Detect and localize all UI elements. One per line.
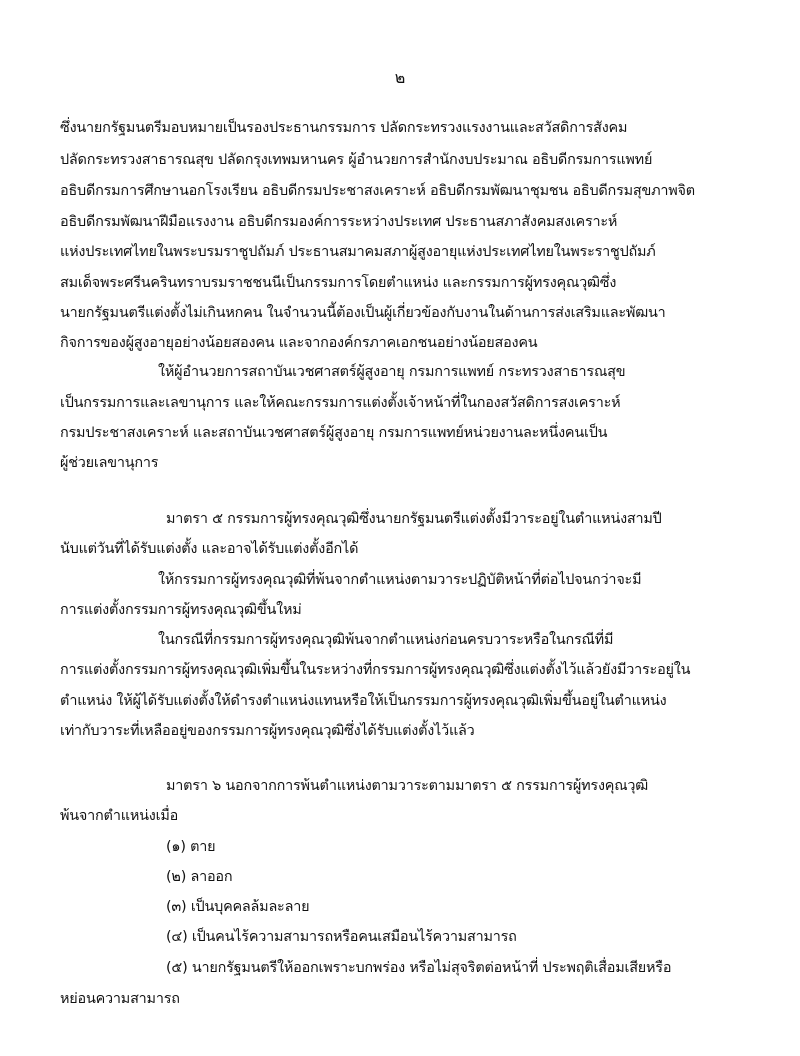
list-item: (๒) ลาออก [166,869,233,885]
list-item: (๓) เป็นบุคคลล้มละลาย [166,899,310,915]
text-line: ในกรณีที่กรรมการผู้ทรงคุณวุฒิพ้นจากตำแหน่งก่อนครบวาระหรือในกรณีที่มี [158,632,614,648]
text-line: สมเด็จพระศรีนครินทราบรมราชชนนีเป็นกรรมการโดยตำแหน่ง และกรรมการผู้ทรงคุณวุฒิซึ่ง [60,275,617,291]
list-item: (๔) เป็นคนไร้ความสามารถหรือคนเสมือนไร้ความสามารถ [166,929,517,945]
page-number: ๒ [394,68,406,87]
text-line: ผู้ช่วยเลขานุการ [60,455,159,471]
section-6-heading-line: มาตรา ๖ นอกจากการพ้นตำแหน่งตามวาระตามมาตรา ๕ กรรมการผู้ทรงคุณวุฒิ [166,778,649,794]
text-line: เป็นกรรมการและเลขานุการ และให้คณะกรรมการแต่งตั้งเจ้าหน้าที่ในกองสวัสดิการสงเคราะห์ [60,395,621,411]
text-line: ให้ผู้อำนวยการสถาบันเวชศาสตร์ผู้สูงอายุ กรมการแพทย์ กระทรวงสาธารณสุข [158,364,626,380]
text-line: ตำแหน่ง ให้ผู้ได้รับแต่งตั้งให้ดำรงตำแหน่งแทนหรือให้เป็นกรรมการผู้ทรงคุณวุฒิเพิ่มขึ้นอยู่ในตำแหน่ง [60,693,667,709]
text-line: หย่อนความสามารถ [60,991,180,1007]
text-line: นายกรัฐมนตรีแต่งตั้งไม่เกินหกคน ในจำนวนนี้ต้องเป็นผู้เกี่ยวข้องกับงานในด้านการส่งเสริมและพัฒนา [60,305,666,321]
text-line: การแต่งตั้งกรรมการผู้ทรงคุณวุฒิเพิ่มขึ้นในระหว่างที่กรรมการผู้ทรงคุณวุฒิซึ่งแต่งตั้งไว้แล้วยังมีวาระอยู่ใน [60,662,691,678]
section-5-heading-line: มาตรา ๕ กรรมการผู้ทรงคุณวุฒิซึ่งนายกรัฐมนตรีแต่งตั้งมีวาระอยู่ในตำแหน่งสามปี [166,511,662,527]
text-line: นับแต่วันที่ได้รับแต่งตั้ง และอาจได้รับแต่งตั้งอีกได้ [60,541,359,557]
text-line: ปลัดกระทรวงสาธารณสุข ปลัดกรุงเทพมหานคร ผู้อำนวยการสำนักงบประมาณ อธิบดีกรมการแพทย์ [60,152,653,168]
list-item: (๕) นายกรัฐมนตรีให้ออกเพราะบกพร่อง หรือไม่สุจริตต่อหน้าที่ ประพฤติเสื่อมเสียหรือ [166,960,672,976]
text-line: อธิบดีกรมการศึกษานอกโรงเรียน อธิบดีกรมประชาสงเคราะห์ อธิบดีกรมพัฒนาชุมชน อธิบดีกรมสุขภาพจิต [60,183,695,199]
text-line: เท่ากับวาระที่เหลืออยู่ของกรรมการผู้ทรงคุณวุฒิซึ่งได้รับแต่งตั้งไว้แล้ว [60,723,475,739]
text-line: พ้นจากตำแหน่งเมื่อ [60,808,179,824]
text-line: อธิบดีกรมพัฒนาฝีมือแรงงาน อธิบดีกรมองค์การระหว่างประเทศ ประธานสภาสังคมสงเคราะห์ [60,214,618,230]
text-line: แห่งประเทศไทยในพระบรมราชูปถัมภ์ ประธานสมาคมสภาผู้สูงอายุแห่งประเทศไทยในพระราชูปถัมภ์ [60,244,656,260]
list-item: (๑) ตาย [166,839,216,855]
text-line: กรมประชาสงเคราะห์ และสถาบันเวชศาสตร์ผู้สูงอายุ กรมการแพทย์หน่วยงานละหนึ่งคนเป็น [60,425,608,441]
text-line: ซึ่งนายกรัฐมนตรีมอบหมายเป็นรองประธานกรรมการ ปลัดกระทรวงแรงงานและสวัสดิการสังคม [60,120,628,136]
text-line: การแต่งตั้งกรรมการผู้ทรงคุณวุฒิขึ้นใหม่ [60,602,302,618]
text-line: กิจการของผู้สูงอายุอย่างน้อยสองคน และจากองค์กรภาคเอกชนอย่างน้อยสองคน [60,335,538,351]
text-line: ให้กรรมการผู้ทรงคุณวุฒิที่พ้นจากตำแหน่งตามวาระปฏิบัติหน้าที่ต่อไปจนกว่าจะมี [158,572,642,588]
